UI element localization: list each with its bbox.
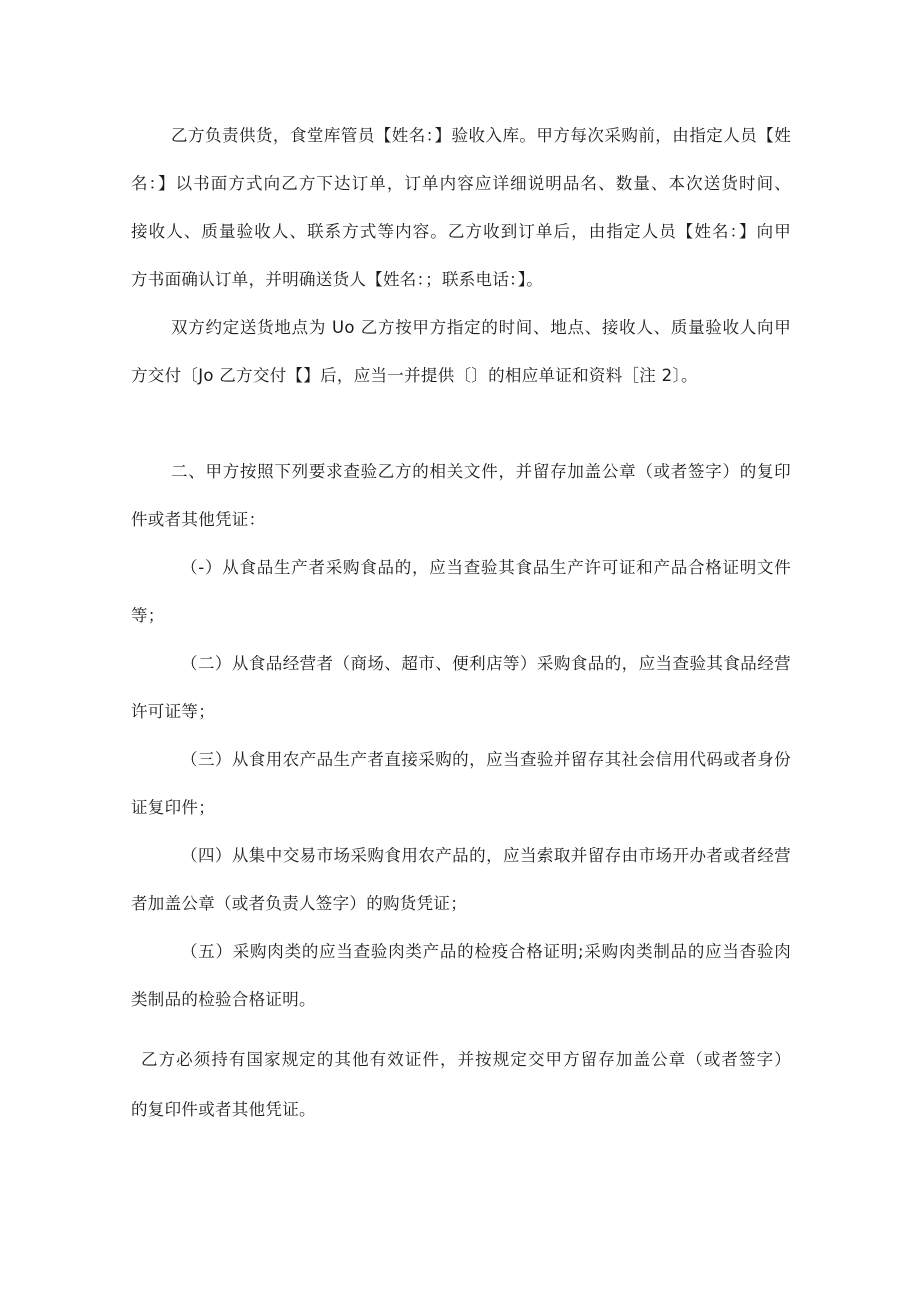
paragraph-2-line-2: 方交付〔Jo 乙方交付【】后，应当一并提供〔〕的相应单证和资料［注 2〕。 xyxy=(131,366,698,385)
list-item-2-line-1: （二）从食品经营者（商场、超市、便利店等）采购食品的，应当查验其食品经营 xyxy=(181,654,791,673)
list-item-3-line-1: （三）从食用农产品生产者直接采购的，应当查验并留存其社会信用代码或者身份 xyxy=(181,750,791,769)
list-item-3-line-2: 证复印件； xyxy=(131,798,215,817)
list-item-2-line-2: 许可证等； xyxy=(131,702,215,721)
paragraph-4-line-2: 的复印件或者其他凭证。 xyxy=(131,1100,316,1119)
paragraph-1-line-1: 乙方负责供货，食堂库管员【姓名：】验收入库。甲方每次采购前，由指定人员【姓 xyxy=(171,126,791,145)
paragraph-3-line-1: 二、甲方按照下列要求查验乙方的相关文件，并留存加盖公章（或者签字）的复印 xyxy=(171,462,791,481)
paragraph-1-line-4: 方书面确认订单，并明确送货人【姓名：；联系电话：】。 xyxy=(131,270,544,289)
paragraph-2-line-1: 双方约定送货地点为 Uo 乙方按甲方指定的时间、地点、接收人、质量验收人向甲 xyxy=(171,318,791,337)
paragraph-3-line-2: 件或者其他凭证： xyxy=(131,510,266,529)
list-item-1-line-1: （-）从食品生产者采购食品的，应当查验其食品生产许可证和产品合格证明文件 xyxy=(181,558,791,577)
paragraph-1-line-3: 接收人、质量验收人、联系方式等内容。乙方收到订单后，由指定人员【姓名：】向甲 xyxy=(131,222,791,241)
paragraph-1-line-2: 名：】以书面方式向乙方下达订单，订单内容应详细说明品名、数量、本次送货时间、 xyxy=(131,174,791,193)
list-item-4-line-2: 者加盖公章（或者负责人签字）的购货凭证； xyxy=(131,894,467,913)
list-item-4-line-1: （四）从集中交易市场采购食用农产品的，应当索取并留存由市场开办者或者经营 xyxy=(181,846,791,865)
list-item-5-line-2: 类制品的检验合格证明。 xyxy=(131,990,316,1009)
list-item-5-line-1: （五）采购肉类的应当查验肉类产品的检疫合格证明;采购肉类制品的应当杳验肉 xyxy=(181,942,791,961)
paragraph-4-line-1: 乙方必须持有国家规定的其他有效证件，并按规定交甲方留存加盖公章（或者签字） xyxy=(141,1050,791,1069)
list-item-1-line-2: 等； xyxy=(131,606,165,625)
